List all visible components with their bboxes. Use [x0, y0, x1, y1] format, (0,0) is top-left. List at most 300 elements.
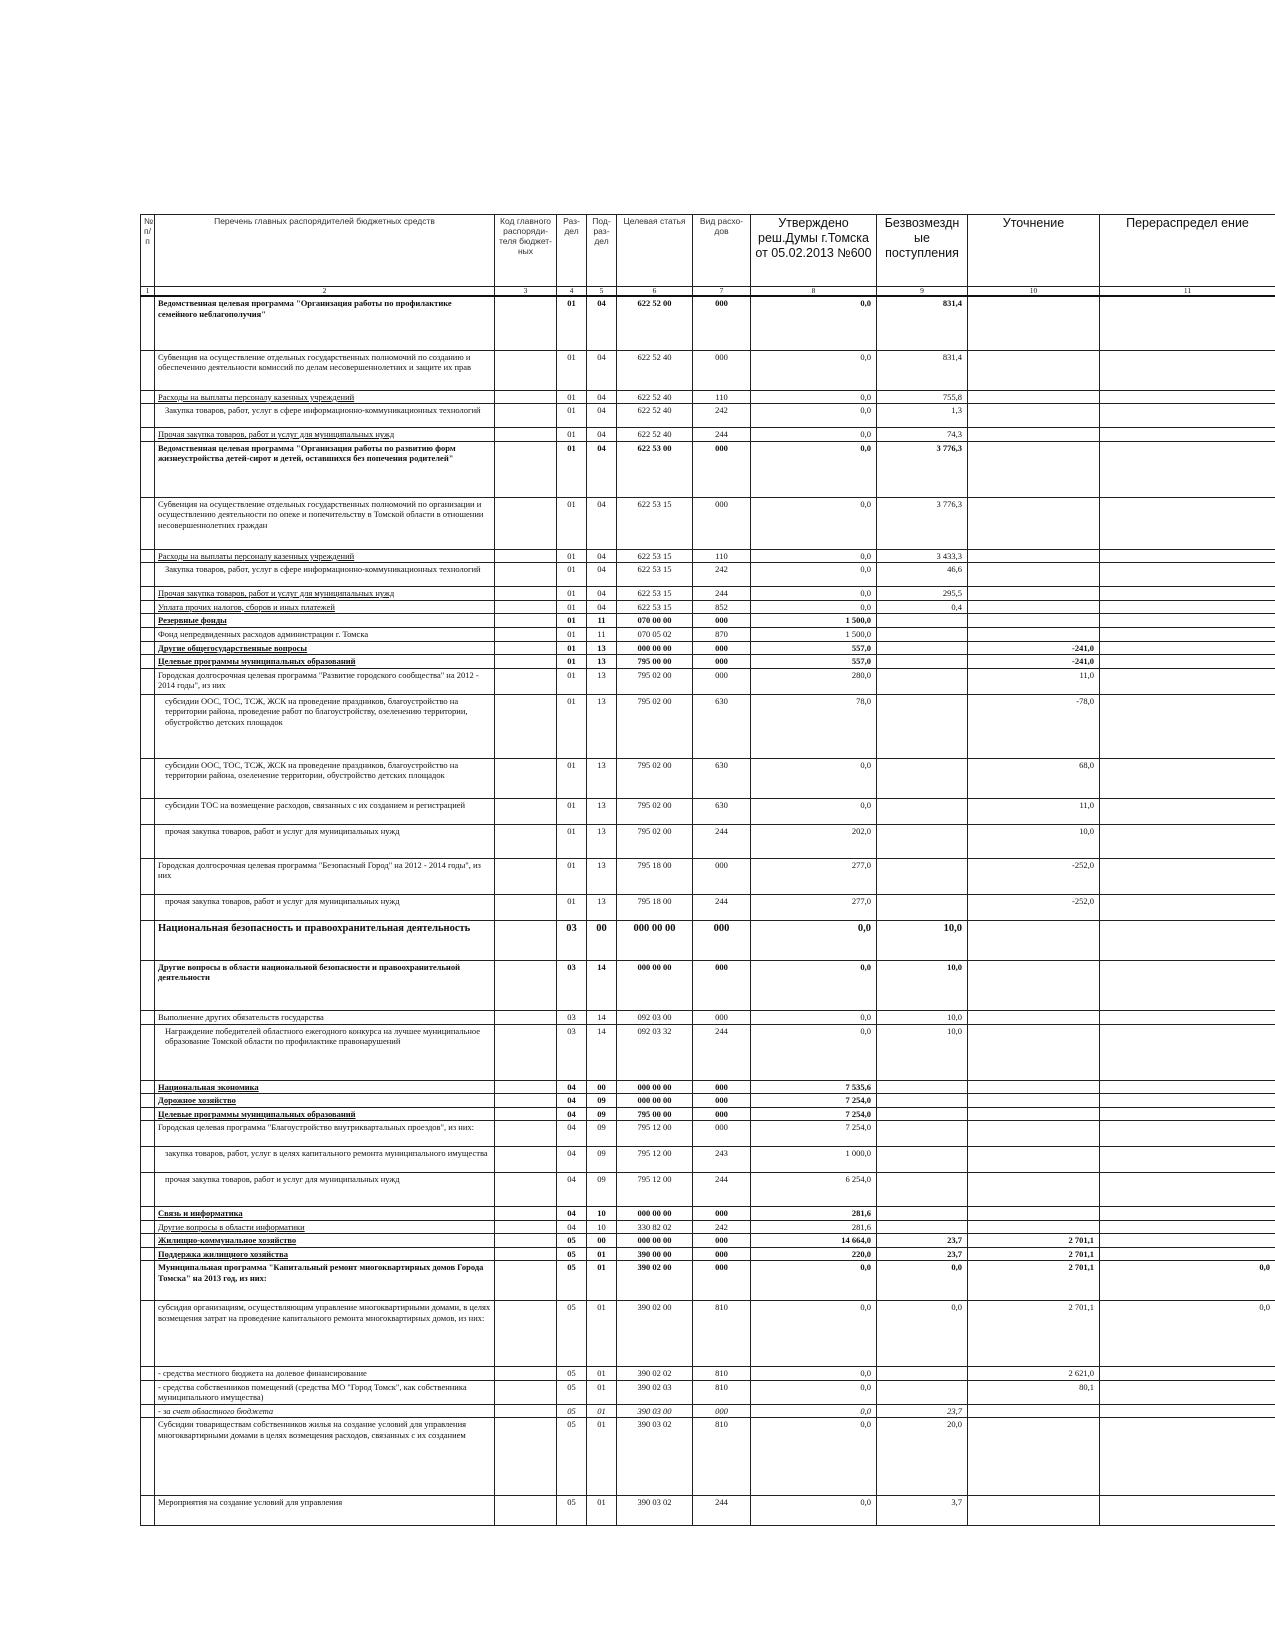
target-article-cell: 622 53 00 [617, 441, 693, 497]
redistribution-amount [1100, 668, 1275, 694]
expense-type-cell: 810 [693, 1380, 751, 1404]
table-row [141, 655, 1275, 669]
redistribution-amount [1100, 858, 1275, 894]
num-cell [141, 614, 155, 628]
redistribution-amount [1100, 1173, 1275, 1207]
header-podrazdel: Под- раз- дел [587, 215, 617, 287]
table-row [141, 563, 1275, 587]
grants-amount: 23,7 [877, 1234, 968, 1248]
podrazdel-cell: 04 [587, 296, 617, 350]
redistribution-amount: 0,0 [1100, 1301, 1275, 1367]
expense-type-cell: 810 [693, 1367, 751, 1381]
clarification-amount: -252,0 [968, 894, 1100, 920]
target-article-cell: 795 18 00 [617, 894, 693, 920]
table-row [141, 920, 1275, 960]
podrazdel-cell: 04 [587, 350, 617, 390]
clarification-amount: 10,0 [968, 824, 1100, 858]
expense-type-cell: 852 [693, 600, 751, 614]
clarification-amount [968, 627, 1100, 641]
expense-type-cell: 000 [693, 1207, 751, 1221]
expense-type-cell: 110 [693, 390, 751, 404]
razdel-cell: 01 [557, 614, 587, 628]
approved-amount: 280,0 [751, 668, 877, 694]
redistribution-amount [1100, 798, 1275, 824]
redistribution-amount [1100, 600, 1275, 614]
code-cell [495, 390, 557, 404]
grants-amount: 0,0 [877, 1301, 968, 1367]
budget-table [140, 214, 1275, 1526]
table-row [141, 404, 1275, 428]
num-cell [141, 600, 155, 614]
razdel-cell: 01 [557, 441, 587, 497]
razdel-cell: 03 [557, 960, 587, 1010]
target-article-cell: 390 02 00 [617, 1261, 693, 1301]
item-name: закупка товаров, работ, услуг в целях капитального ремонта муниципального имущества [155, 1147, 495, 1173]
num-cell [141, 668, 155, 694]
redistribution-amount [1100, 497, 1275, 549]
approved-amount: 0,0 [751, 798, 877, 824]
approved-amount: 0,0 [751, 960, 877, 1010]
table-row [141, 1207, 1275, 1221]
target-article-cell: 795 00 00 [617, 1107, 693, 1121]
item-name: - за счет областного бюджета [155, 1404, 495, 1418]
razdel-cell: 01 [557, 497, 587, 549]
podrazdel-cell: 01 [587, 1380, 617, 1404]
grants-amount [877, 1220, 968, 1234]
target-article-cell: 070 00 00 [617, 614, 693, 628]
clarification-amount: -252,0 [968, 858, 1100, 894]
grants-amount: 1,3 [877, 404, 968, 428]
redistribution-amount [1100, 1367, 1275, 1381]
target-article-cell: 622 52 40 [617, 428, 693, 442]
target-article-cell: 000 00 00 [617, 1094, 693, 1108]
expense-type-cell: 000 [693, 614, 751, 628]
podrazdel-cell: 13 [587, 894, 617, 920]
code-cell [495, 549, 557, 563]
target-article-cell: 622 52 00 [617, 296, 693, 350]
num-cell [141, 694, 155, 758]
redistribution-amount [1100, 1080, 1275, 1094]
grants-amount: 23,7 [877, 1247, 968, 1261]
item-name: Закупка товаров, работ, услуг в сфере информационно-коммуникационных технологий [155, 563, 495, 587]
column-number: 9 [877, 287, 968, 297]
grants-amount [877, 1121, 968, 1147]
header-redistrib: Перераспредел ение [1100, 215, 1275, 287]
num-cell [141, 1247, 155, 1261]
podrazdel-cell: 09 [587, 1121, 617, 1147]
approved-amount: 14 664,0 [751, 1234, 877, 1248]
target-article-cell: 795 02 00 [617, 694, 693, 758]
item-name: Национальная безопасность и правоохранительная деятельность [155, 920, 495, 960]
approved-amount: 281,6 [751, 1207, 877, 1221]
table-row [141, 798, 1275, 824]
column-number: 8 [751, 287, 877, 297]
item-name: Резервные фонды [155, 614, 495, 628]
podrazdel-cell: 01 [587, 1496, 617, 1526]
expense-type-cell: 630 [693, 694, 751, 758]
item-name: - средства собственников помещений (средства МО "Город Томск", как собственника муниципального имущества) [155, 1380, 495, 1404]
razdel-cell: 01 [557, 296, 587, 350]
item-name: Городская целевая программа "Благоустройство внутриквартальных проездов", из них: [155, 1121, 495, 1147]
razdel-cell: 05 [557, 1418, 587, 1496]
code-cell [495, 1301, 557, 1367]
razdel-cell: 01 [557, 404, 587, 428]
redistribution-amount [1100, 1107, 1275, 1121]
num-cell [141, 1404, 155, 1418]
redistribution-amount [1100, 1247, 1275, 1261]
expense-type-cell: 000 [693, 668, 751, 694]
expense-type-cell: 000 [693, 1234, 751, 1248]
redistribution-amount [1100, 641, 1275, 655]
redistribution-amount [1100, 587, 1275, 601]
code-cell [495, 1024, 557, 1080]
expense-type-cell: 000 [693, 920, 751, 960]
clarification-amount [968, 1147, 1100, 1173]
expense-type-cell: 244 [693, 1496, 751, 1526]
redistribution-amount [1100, 694, 1275, 758]
expense-type-cell: 244 [693, 587, 751, 601]
header-target: Целевая статья [617, 215, 693, 287]
clarification-amount [968, 960, 1100, 1010]
code-cell [495, 920, 557, 960]
razdel-cell: 03 [557, 920, 587, 960]
table-row [141, 1261, 1275, 1301]
clarification-amount [968, 563, 1100, 587]
redistribution-amount [1100, 1010, 1275, 1024]
approved-amount: 7 254,0 [751, 1107, 877, 1121]
table-row [141, 600, 1275, 614]
grants-amount [877, 758, 968, 798]
clarification-amount [968, 920, 1100, 960]
grants-amount [877, 1380, 968, 1404]
approved-amount: 0,0 [751, 600, 877, 614]
podrazdel-cell: 04 [587, 563, 617, 587]
num-cell [141, 1010, 155, 1024]
approved-amount: 0,0 [751, 296, 877, 350]
header-approved: Утверждено реш.Думы г.Томска от 05.02.2013 №600 [751, 215, 877, 287]
razdel-cell: 05 [557, 1261, 587, 1301]
table-row [141, 1234, 1275, 1248]
grants-amount [877, 614, 968, 628]
target-article-cell: 622 53 15 [617, 549, 693, 563]
approved-amount: 281,6 [751, 1220, 877, 1234]
approved-amount: 0,0 [751, 1380, 877, 1404]
podrazdel-cell: 10 [587, 1207, 617, 1221]
table-row [141, 428, 1275, 442]
code-cell [495, 1380, 557, 1404]
target-article-cell: 795 02 00 [617, 798, 693, 824]
num-cell [141, 428, 155, 442]
clarification-amount [968, 1121, 1100, 1147]
clarification-amount [968, 1220, 1100, 1234]
item-name: субсидии ООС, ТОС, ТСЖ, ЖСК на проведение праздников, благоустройство на территории района, озеленение территории, обустройство детских площадок [155, 758, 495, 798]
item-name: Субвенция на осуществление отдельных государственных полномочий по организации и осуществлению деятельности по опеке и попечительству в Томской области в отношении несовершеннолетних граждан [155, 497, 495, 549]
target-article-cell: 622 52 40 [617, 350, 693, 390]
column-number: 7 [693, 287, 751, 297]
grants-amount [877, 858, 968, 894]
table-row [141, 1220, 1275, 1234]
table-row [141, 1301, 1275, 1367]
redistribution-amount [1100, 549, 1275, 563]
num-cell [141, 404, 155, 428]
target-article-cell: 795 12 00 [617, 1173, 693, 1207]
num-cell [141, 563, 155, 587]
code-cell [495, 668, 557, 694]
grants-amount [877, 894, 968, 920]
table-row [141, 1121, 1275, 1147]
table-row [141, 614, 1275, 628]
grants-amount [877, 655, 968, 669]
num-cell [141, 858, 155, 894]
approved-amount: 0,0 [751, 549, 877, 563]
podrazdel-cell: 04 [587, 600, 617, 614]
expense-type-cell: 000 [693, 1121, 751, 1147]
razdel-cell: 01 [557, 655, 587, 669]
item-name: Поддержка жилищного хозяйства [155, 1247, 495, 1261]
clarification-amount [968, 1418, 1100, 1496]
table-row [141, 1010, 1275, 1024]
redistribution-amount [1100, 1380, 1275, 1404]
clarification-amount [968, 1094, 1100, 1108]
expense-type-cell: 242 [693, 404, 751, 428]
code-cell [495, 655, 557, 669]
podrazdel-cell: 04 [587, 587, 617, 601]
grants-amount: 20,0 [877, 1418, 968, 1496]
table-row [141, 627, 1275, 641]
clarification-amount: -241,0 [968, 641, 1100, 655]
code-cell [495, 441, 557, 497]
grants-amount [877, 668, 968, 694]
code-cell [495, 600, 557, 614]
num-cell [141, 587, 155, 601]
razdel-cell: 01 [557, 549, 587, 563]
header-razdel: Раз- дел [557, 215, 587, 287]
target-article-cell: 795 02 00 [617, 824, 693, 858]
approved-amount: 1 500,0 [751, 614, 877, 628]
redistribution-amount [1100, 960, 1275, 1010]
item-name: Дорожное хозяйство [155, 1094, 495, 1108]
code-cell [495, 428, 557, 442]
code-cell [495, 758, 557, 798]
clarification-amount [968, 1404, 1100, 1418]
expense-type-cell: 000 [693, 858, 751, 894]
expense-type-cell: 000 [693, 1404, 751, 1418]
target-article-cell: 000 00 00 [617, 1234, 693, 1248]
podrazdel-cell: 11 [587, 627, 617, 641]
podrazdel-cell: 00 [587, 1234, 617, 1248]
grants-amount: 0,0 [877, 1261, 968, 1301]
target-article-cell: 390 00 00 [617, 1247, 693, 1261]
clarification-amount: 2 701,1 [968, 1301, 1100, 1367]
approved-amount: 0,0 [751, 497, 877, 549]
code-cell [495, 858, 557, 894]
num-cell [141, 1261, 155, 1301]
grants-amount [877, 1367, 968, 1381]
target-article-cell: 795 02 00 [617, 668, 693, 694]
redistribution-amount [1100, 1094, 1275, 1108]
grants-amount: 755,8 [877, 390, 968, 404]
grants-amount: 10,0 [877, 1024, 968, 1080]
razdel-cell: 01 [557, 694, 587, 758]
podrazdel-cell: 04 [587, 390, 617, 404]
num-cell [141, 1207, 155, 1221]
razdel-cell: 01 [557, 600, 587, 614]
code-cell [495, 894, 557, 920]
code-cell [495, 824, 557, 858]
podrazdel-cell: 01 [587, 1404, 617, 1418]
expense-type-cell: 242 [693, 563, 751, 587]
target-article-cell: 330 82 02 [617, 1220, 693, 1234]
approved-amount: 78,0 [751, 694, 877, 758]
num-cell [141, 798, 155, 824]
redistribution-amount [1100, 428, 1275, 442]
column-number: 1 [141, 287, 155, 297]
razdel-cell: 04 [557, 1121, 587, 1147]
grants-amount: 295,5 [877, 587, 968, 601]
expense-type-cell: 244 [693, 1173, 751, 1207]
code-cell [495, 1094, 557, 1108]
grants-amount [877, 1094, 968, 1108]
table-row [141, 1247, 1275, 1261]
target-article-cell: 622 53 15 [617, 600, 693, 614]
clarification-amount: 2 701,1 [968, 1261, 1100, 1301]
podrazdel-cell: 04 [587, 441, 617, 497]
expense-type-cell: 242 [693, 1220, 751, 1234]
approved-amount: 0,0 [751, 1010, 877, 1024]
grants-amount [877, 824, 968, 858]
item-name: Жилищно-коммунальное хозяйство [155, 1234, 495, 1248]
code-cell [495, 1404, 557, 1418]
target-article-cell: 622 53 15 [617, 497, 693, 549]
redistribution-amount [1100, 758, 1275, 798]
item-name: Целевые программы муниципальных образований [155, 655, 495, 669]
approved-amount: 0,0 [751, 587, 877, 601]
clarification-amount: 2 701,1 [968, 1234, 1100, 1248]
razdel-cell: 01 [557, 668, 587, 694]
item-name: прочая закупка товаров, работ и услуг для муниципальных нужд [155, 1173, 495, 1207]
num-cell [141, 1173, 155, 1207]
num-cell [141, 1367, 155, 1381]
code-cell [495, 350, 557, 390]
razdel-cell: 05 [557, 1404, 587, 1418]
razdel-cell: 01 [557, 798, 587, 824]
podrazdel-cell: 13 [587, 655, 617, 669]
column-number: 4 [557, 287, 587, 297]
num-cell [141, 655, 155, 669]
redistribution-amount [1100, 296, 1275, 350]
target-article-cell: 795 02 00 [617, 758, 693, 798]
num-cell [141, 1418, 155, 1496]
item-name: Расходы на выплаты персоналу казенных учреждений [155, 390, 495, 404]
razdel-cell: 01 [557, 858, 587, 894]
table-row [141, 960, 1275, 1010]
column-number: 3 [495, 287, 557, 297]
target-article-cell: 390 02 02 [617, 1367, 693, 1381]
item-name: Городская долгосрочная целевая программа "Развитие городского сообщества" на 2012 - 2014 годы", из них [155, 668, 495, 694]
redistribution-amount [1100, 1024, 1275, 1080]
approved-amount: 277,0 [751, 894, 877, 920]
num-cell [141, 390, 155, 404]
grants-amount: 831,4 [877, 350, 968, 390]
razdel-cell: 04 [557, 1220, 587, 1234]
target-article-cell: 000 00 00 [617, 1207, 693, 1221]
grants-amount [877, 627, 968, 641]
item-name: Другие общегосударственные вопросы [155, 641, 495, 655]
grants-amount [877, 1107, 968, 1121]
redistribution-amount [1100, 1207, 1275, 1221]
table-row [141, 1080, 1275, 1094]
grants-amount [877, 641, 968, 655]
clarification-amount [968, 497, 1100, 549]
grants-amount [877, 1207, 968, 1221]
target-article-cell: 622 53 15 [617, 587, 693, 601]
target-article-cell: 000 00 00 [617, 960, 693, 1010]
code-cell [495, 1107, 557, 1121]
razdel-cell: 05 [557, 1301, 587, 1367]
item-name: Городская долгосрочная целевая программа "Безопасный Город" на 2012 - 2014 годы", из них [155, 858, 495, 894]
approved-amount: 0,0 [751, 758, 877, 798]
podrazdel-cell: 04 [587, 428, 617, 442]
target-article-cell: 795 00 00 [617, 655, 693, 669]
item-name: Субвенция на осуществление отдельных государственных полномочий по созданию и обеспечению деятельности комиссий по делам несовершеннолетних и защите их прав [155, 350, 495, 390]
grants-amount: 10,0 [877, 920, 968, 960]
item-name: Фонд непредвиденных расходов администрации г. Томска [155, 627, 495, 641]
podrazdel-cell: 04 [587, 549, 617, 563]
item-name: Уплата прочих налогов, сборов и иных платежей [155, 600, 495, 614]
code-cell [495, 1367, 557, 1381]
target-article-cell: 795 12 00 [617, 1147, 693, 1173]
redistribution-amount [1100, 614, 1275, 628]
podrazdel-cell: 01 [587, 1261, 617, 1301]
num-cell [141, 1234, 155, 1248]
redistribution-amount: 0,0 [1100, 1261, 1275, 1301]
redistribution-amount [1100, 350, 1275, 390]
column-number: 11 [1100, 287, 1275, 297]
code-cell [495, 614, 557, 628]
table-row [141, 1094, 1275, 1108]
num-cell [141, 1301, 155, 1367]
expense-type-cell: 000 [693, 655, 751, 669]
num-cell [141, 641, 155, 655]
podrazdel-cell: 01 [587, 1367, 617, 1381]
grants-amount [877, 1173, 968, 1207]
expense-type-cell: 244 [693, 894, 751, 920]
podrazdel-cell: 13 [587, 758, 617, 798]
redistribution-amount [1100, 441, 1275, 497]
item-name: Ведомственная целевая программа "Организация работы по развитию форм жизнеустройства детей-сирот и детей, оставшихся без попечения родителей" [155, 441, 495, 497]
item-name: субсидии ТОС на возмещение расходов, связанных с их созданием и регистрацией [155, 798, 495, 824]
approved-amount: 6 254,0 [751, 1173, 877, 1207]
code-cell [495, 1418, 557, 1496]
clarification-amount: -78,0 [968, 694, 1100, 758]
table-row [141, 1404, 1275, 1418]
table-row [141, 296, 1275, 350]
podrazdel-cell: 13 [587, 824, 617, 858]
redistribution-amount [1100, 390, 1275, 404]
target-article-cell: 795 12 00 [617, 1121, 693, 1147]
razdel-cell: 04 [557, 1107, 587, 1121]
clarification-amount [968, 1024, 1100, 1080]
code-cell [495, 563, 557, 587]
approved-amount: 0,0 [751, 350, 877, 390]
target-article-cell: 390 03 02 [617, 1496, 693, 1526]
table-row [141, 668, 1275, 694]
podrazdel-cell: 01 [587, 1247, 617, 1261]
target-article-cell: 795 18 00 [617, 858, 693, 894]
razdel-cell: 01 [557, 350, 587, 390]
podrazdel-cell: 13 [587, 858, 617, 894]
code-cell [495, 587, 557, 601]
